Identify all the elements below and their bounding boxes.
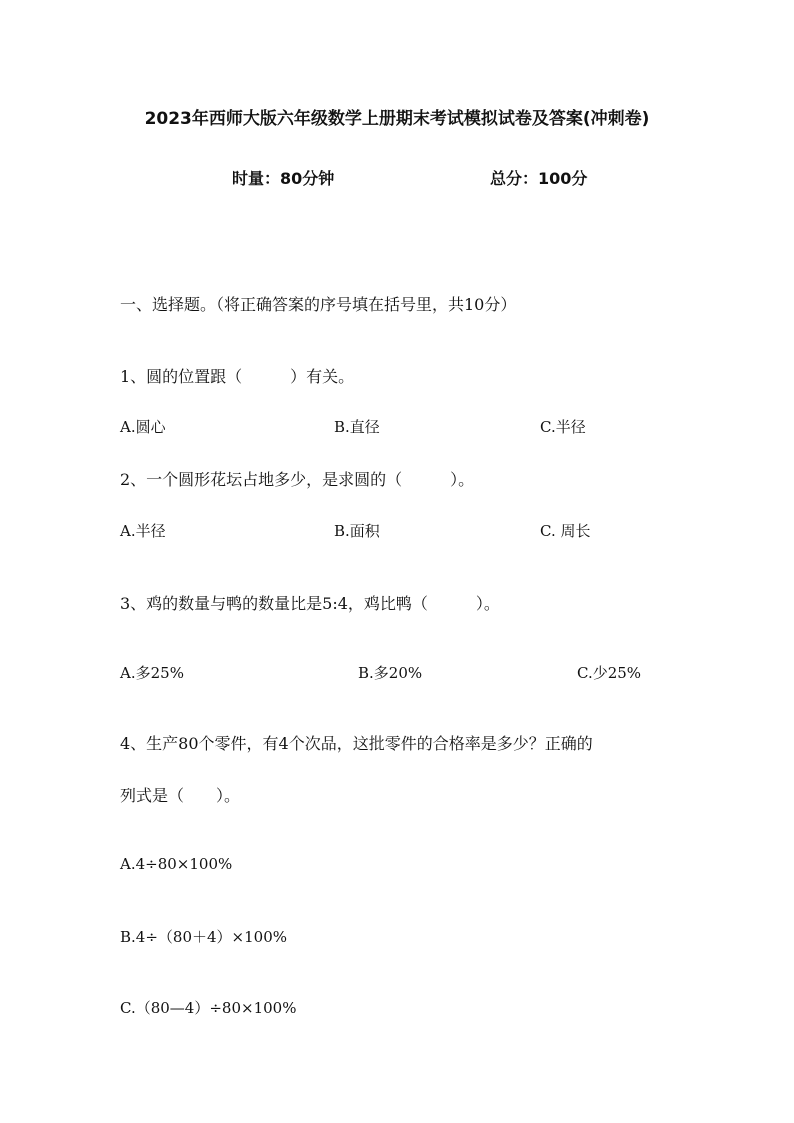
- q2-option-a: A.半径: [120, 522, 166, 540]
- q2-option-b: B.面积: [334, 522, 380, 540]
- q1-option-b: B.直径: [334, 418, 380, 436]
- q4-option-c: C.（80—4）÷80×100%: [120, 999, 297, 1017]
- q4-option-b: B.4÷（80＋4）×100%: [120, 928, 287, 946]
- question-2: 2、一个圆形花坛占地多少，是求圆的（ ）。: [120, 470, 475, 489]
- q3-option-a: A.多25%: [120, 664, 184, 682]
- question-4-line-1: 4、生产80个零件，有4个次品，这批零件的合格率是多少？正确的: [120, 734, 593, 753]
- question-3: 3、鸡的数量与鸭的数量比是5:4，鸡比鸭（ ）。: [120, 594, 500, 613]
- q1-option-a: A.圆心: [120, 418, 166, 436]
- q2-option-c: C. 周长: [540, 522, 591, 540]
- question-4-line-2: 列式是（ ）。: [120, 786, 241, 805]
- section-heading: 一、选择题。（将正确答案的序号填在括号里，共10分）: [120, 295, 517, 314]
- q3-option-b: B.多20%: [358, 664, 423, 682]
- question-1: 1、圆的位置跟（ ）有关。: [120, 367, 355, 386]
- q3-option-c: C.少25%: [577, 664, 642, 682]
- document-title: 2023年西师大版六年级数学上册期末考试模拟试卷及答案(冲刺卷): [144, 109, 650, 129]
- q1-option-c: C.半径: [540, 418, 586, 436]
- q4-option-a: A.4÷80×100%: [120, 855, 233, 873]
- total-score: 总分：100分: [490, 169, 588, 188]
- time-limit: 时量：80分钟: [232, 169, 335, 188]
